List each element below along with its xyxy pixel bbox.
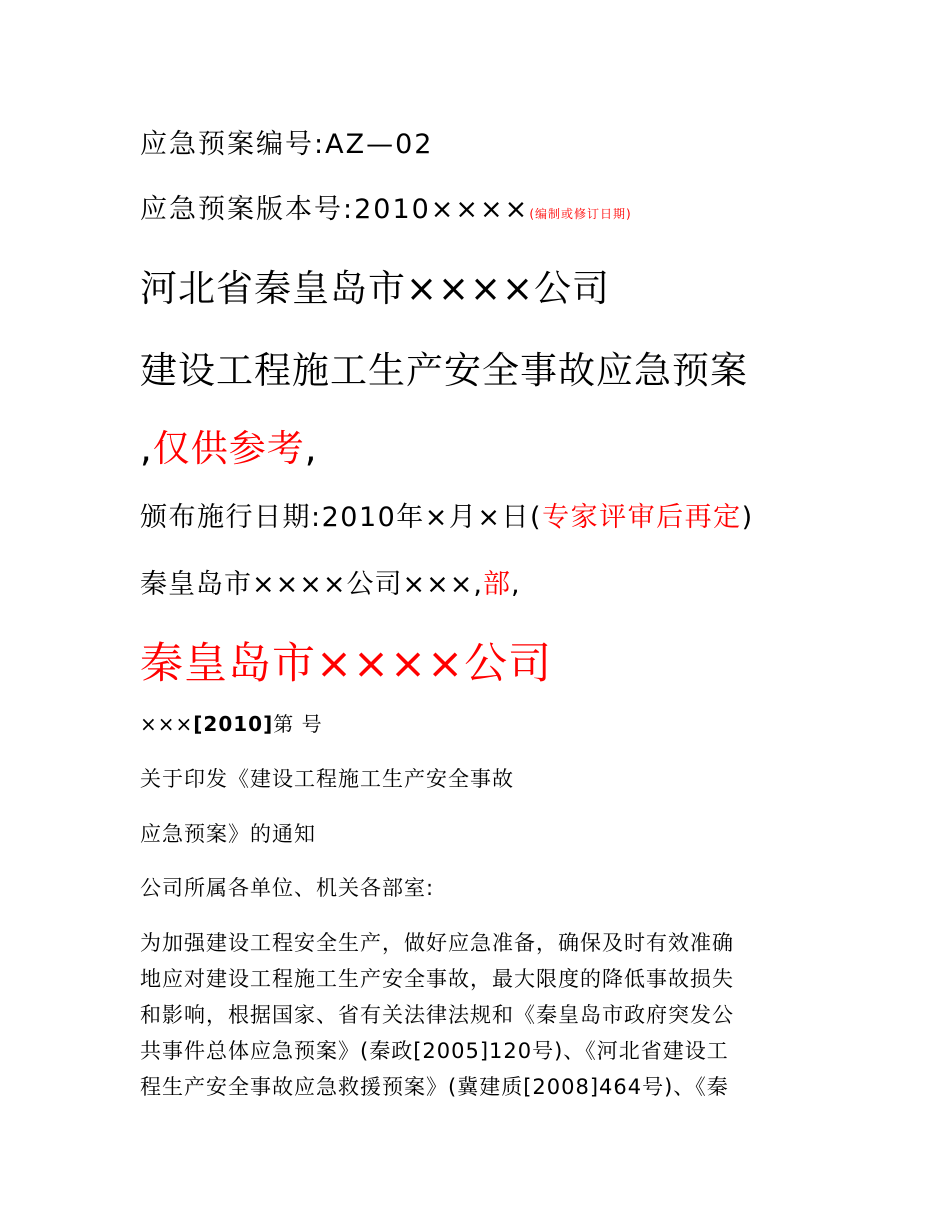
reference-prefix: , [140, 427, 153, 470]
body-line: 程生产安全事故应急救援预案》(冀建质[2008]464号)、《秦 [140, 1075, 729, 1099]
issue-date-text: 颁布施行日期:2010年×月×日( [140, 502, 543, 533]
plan-number: 应急预案编号:AZ—02 [140, 129, 434, 160]
body-line: 共事件总体应急预案》(秦政[2005]120号)、《河北省建设工 [140, 1039, 729, 1063]
company-title: 河北省秦皇岛市××××公司 [140, 267, 611, 310]
doc-number-suffix: 第 号 [273, 712, 323, 736]
reference-suffix: , [304, 427, 318, 470]
doc-number-year: [2010] [193, 712, 274, 736]
body-line: 和影响，根据国家、省有关法律法规和《秦皇岛市政府突发公 [140, 1003, 734, 1027]
notice-title-line-2: 应急预案》的通知 [140, 822, 316, 846]
body-line: 为加强建设工程安全生产，做好应急准备，确保及时有效准确 [140, 931, 734, 955]
department-line [140, 562, 521, 601]
department-red: 部 [482, 569, 511, 600]
issue-date-note: 专家评审后再定 [542, 502, 742, 533]
body-paragraph [140, 925, 810, 1105]
plan-version [140, 187, 632, 226]
document-page [140, 0, 840, 1230]
salutation: 公司所属各单位、机关各部室: [140, 876, 435, 900]
issue-date-close: ) [741, 502, 754, 533]
plan-title: 建设工程施工生产安全事故应急预案 [140, 349, 748, 392]
department-text: 秦皇岛市××××公司×××, [140, 569, 483, 600]
issue-date [140, 495, 754, 534]
reference-note: 仅供参考 [152, 427, 305, 470]
doc-number-prefix: ××× [140, 712, 194, 736]
plan-version-text: 应急预案版本号:2010×××× [140, 194, 530, 225]
notice-title-line-1: 关于印发《建设工程施工生产安全事故 [140, 767, 514, 791]
document-number [140, 708, 323, 737]
department-suffix: , [510, 569, 521, 600]
plan-version-note: (编制或修订日期) [529, 207, 632, 221]
body-line: 地应对建设工程施工生产安全事故，最大限度的降低事故损失 [140, 967, 734, 991]
reference-note-line [140, 418, 318, 472]
red-header: 秦皇岛市××××公司 [140, 639, 553, 689]
